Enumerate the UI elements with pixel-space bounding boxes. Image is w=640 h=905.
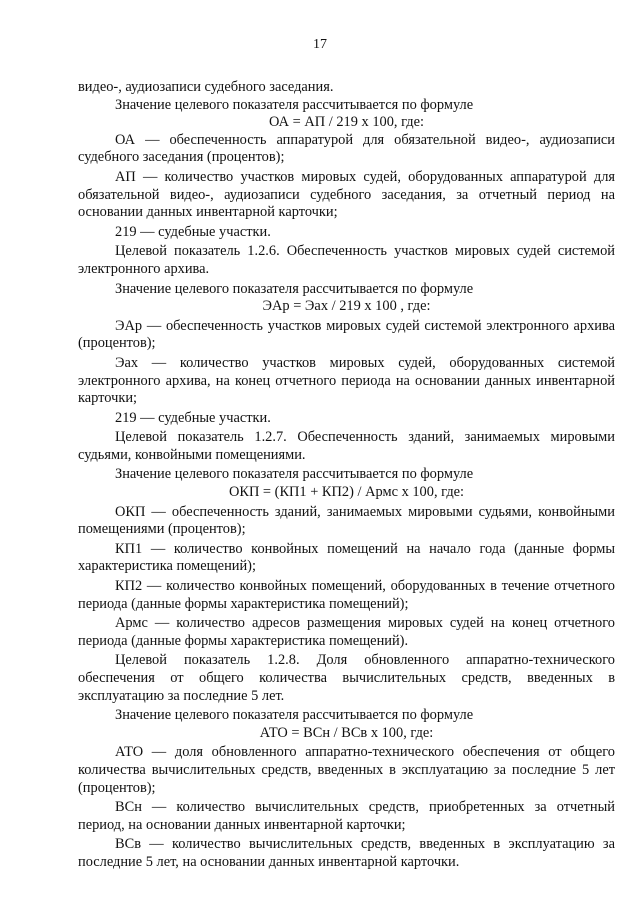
definition-219: 219 — судебные участки. — [115, 409, 271, 426]
definition-vsn: ВСн — количество вычислительных средств, приобретенных за отчетный период, на основании данных инвентарной карточки; — [78, 799, 615, 833]
formula-intro: Значение целевого показателя рассчитывается по формуле — [115, 280, 474, 297]
definition-219: 219 — судебные участки. — [115, 223, 271, 240]
definition-okp: ОКП — обеспеченность зданий, занимаемых мировыми судьями, конвойными помещениями (процентов); — [78, 503, 615, 538]
definition-ap: АП — количество участков мировых судей, оборудованных аппаратурой для обязательной видео-, аудиозаписи судебного заседания, за отчетный период на основании данных инвентарной карточки; — [78, 168, 615, 221]
paragraph-continuation: видео-, аудиозаписи судебного заседания. — [78, 79, 334, 95]
definition-eax: Эах — количество участков мировых судей, оборудованных системой электронного архива, на конец отчетного периода на основании данных инвентарной карточки; — [78, 354, 615, 407]
definition-kp1: КП1 — количество конвойных помещений на начало года (данные формы характеристика помещений); — [78, 540, 615, 575]
definition-vsv: ВСв — количество вычислительных средств, введенных в эксплуатацию за последние 5 лет, на основании данных инвентарной карточки. — [78, 836, 615, 870]
indicator-1-2-7: Целевой показатель 1.2.7. Обеспеченность зданий, занимаемых мировыми судьями, конвойными помещениями. — [78, 429, 615, 463]
definition-ear: ЭАр — обеспеченность участков мировых судей системой электронного архива (процентов); — [78, 317, 615, 352]
indicator-1-2-6: Целевой показатель 1.2.6. Обеспеченность участков мировых судей системой электронного архива. — [78, 243, 615, 277]
formula-intro: Значение целевого показателя рассчитывается по формуле — [115, 466, 474, 483]
formula-oa: ОА = АП / 219 х 100, где: — [268, 114, 424, 131]
formula-intro: Значение целевого показателя рассчитывается по формуле — [115, 707, 474, 724]
formula-ear: ЭАр = Эах / 219 х 100 , где: — [262, 298, 431, 315]
formula-okp: ОКП = (КП1 + КП2) / Армс х 100, где: — [228, 484, 465, 501]
indicator-1-2-8: Целевой показатель 1.2.8. Доля обновленного аппаратно-технического обеспечения от общего количества вычислительных средств, введенных в эксплуатацию за последние 5 лет. — [78, 652, 615, 704]
definition-arms: Армс — количество адресов размещения мировых судей на конец отчетного периода (данные формы характеристика помещений). — [78, 615, 615, 649]
formula-intro: Значение целевого показателя рассчитывается по формуле — [115, 96, 474, 113]
document-body — [78, 79, 615, 872]
definition-oa: ОА — обеспеченность аппаратурой для обязательной видео-, аудиозаписи судебного заседания (процентов); — [78, 131, 615, 166]
page-number: 17 — [313, 37, 327, 52]
definition-kp2: КП2 — количество конвойных помещений, оборудованных в течение отчетного периода (данные формы характеристика помещений); — [78, 578, 615, 612]
definition-ato: АТО — доля обновленного аппаратно-технического обеспечения от общего количества вычислительных средств, введенных в эксплуатацию за последние 5 лет (процентов); — [78, 744, 615, 796]
formula-ato: АТО = ВСн / ВСв х 100, где: — [259, 724, 434, 741]
